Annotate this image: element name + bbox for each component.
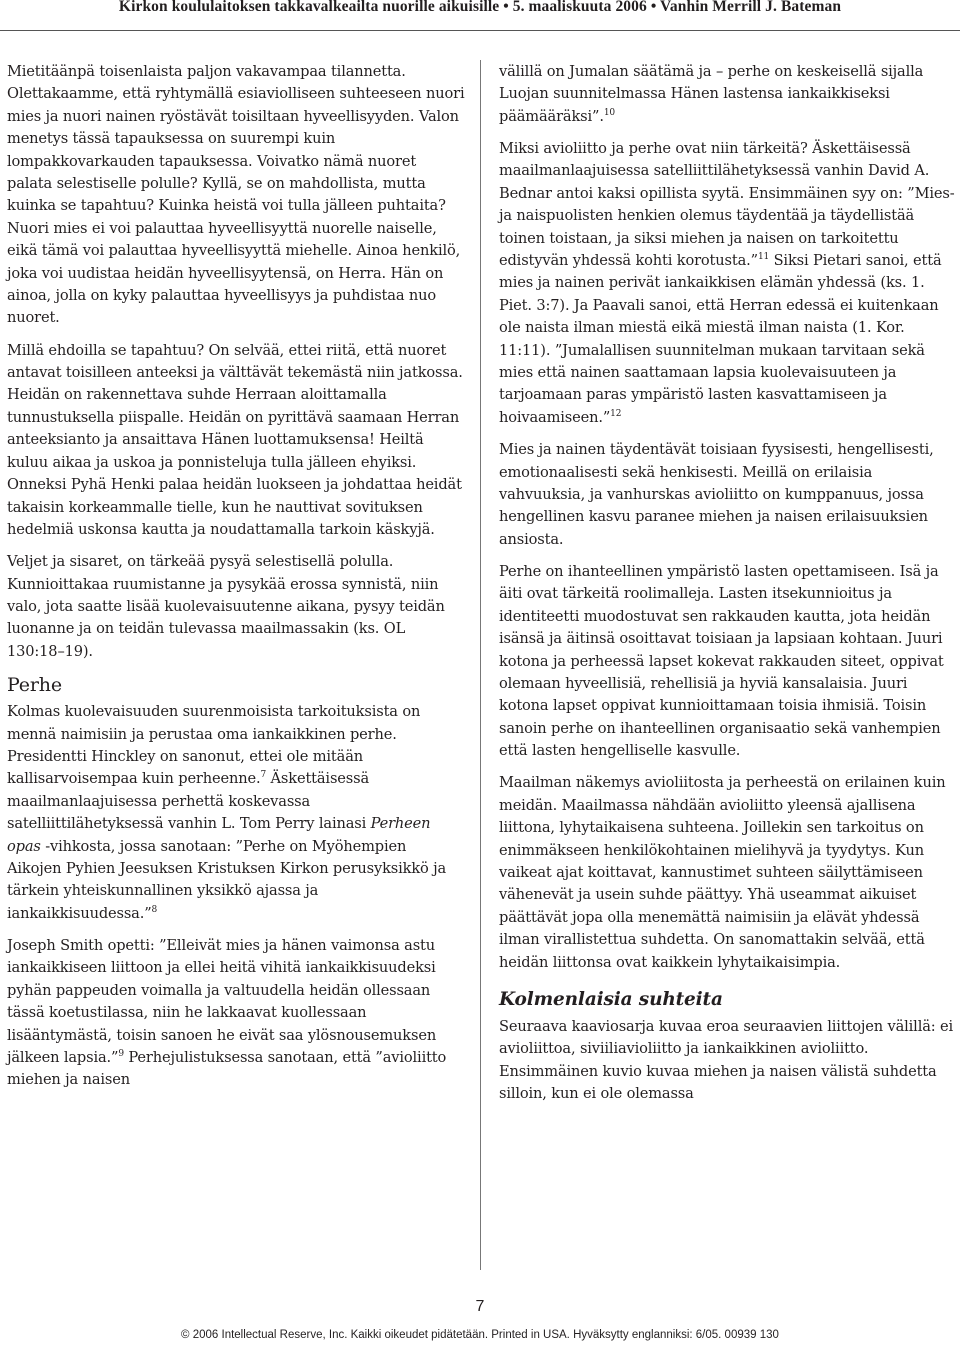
footnote-ref: 8 — [151, 904, 158, 915]
footnote-ref: 11 — [757, 252, 770, 263]
left-column — [7, 61, 465, 1102]
paragraph: Seuraava kaaviosarja kuvaa eroa seuraavien liittojen välillä: ei avioliittoa, siviiliavioliitto ja iankaikkinen avioliitto. Ensimmäinen kuvio kuvaa miehen ja naisen välistä suhdetta silloin, kun ei ole olemassa — [499, 1018, 954, 1103]
paragraph — [499, 138, 957, 429]
text-run: Äskettäisessä maailmanlaajuisessa perhettä koskevassa satelliittilähetyksessä vanhin L. Tom Perry lainasi — [7, 770, 371, 833]
text-run: Kolmas kuolevaisuuden suurenmoisista tarkoituksista on mennä naimisiin ja perustaa oma iankaikkinen perhe. Presidentti Hinckley on sanonut, ettei ole mitään kallisarvoisempaa kuin perheenne. — [7, 703, 421, 788]
page-number: 7 — [475, 1298, 485, 1315]
text-run: Perhejulistuksessa sanotaan, että ”avioliitto miehen ja naisen — [7, 1049, 447, 1089]
paragraph: Maailman näkemys avioliitosta ja perheestä on erilainen kuin meidän. Maailmassa nähdään avioliitto yleensä ajallisena liittona, lyhytaikaisena suhteena. Joillekin sen tarkoitus on enimmäkseen henkilökohtainen mielihyvä ja tyydytys. Kun vaikeat ajat koittavat, kannustimet suhteen säilyttämiseen vähenevät ja usein suhde päättyy. Yhä useammat aikuiset päättävät jopa olla menemättä naimisiin ja elävät yhdessä ilman virallistettua suhdetta. On sanomattakin selvää, että heidän liittonsa ovat kaikkein lyhytaikaisimpia. — [499, 774, 946, 971]
column-divider — [480, 60, 481, 1270]
paragraph: Millä ehdoilla se tapahtuu? On selvää, ettei riitä, että nuoret antavat toisilleen anteeksi ja välttävät tekemästä niin jatkossa. Heidän on rakennettava suhde Herraan aloittamalla tunnustuksella piispalle. Heidän on pyrittävä saamaan Herran anteeksianto ja ansaittava Hänen luottamuksensa! Heiltä kuluu aikaa ja uskoa ja ponnisteluja tulla jälleen ehyiksi. Onneksi Pyhä Henki palaa heidän luokseen ja johdattaa heidät takaisin korkeammalle tielle, kun he nauttivat sovituksen hedelmiä uskonsa kautta ja noudattamalla tarkoin käskyjä. — [7, 341, 463, 538]
paragraph: Veljet ja sisaret, on tärkeää pysyä selestisellä polulla. Kunnioittakaa ruumistanne ja pysykää erossa synnistä, niin valo, jota saatte lisää kuolevaisuutenne aikana, pysyy teidän luonanne ja on teidän tulevassa maailmassakin (ks. OL 130:18–19). — [7, 553, 445, 660]
footnote-ref: 7 — [260, 770, 267, 781]
section-heading-kolmenlaisia: Kolmenlaisia suhteita — [499, 989, 723, 1011]
book-title: Perheen opas — [7, 815, 431, 855]
paragraph: Mietitäänpä toisenlaista paljon vakavampaa tilannetta. Olettakaamme, että ryhtymällä esiaviolliseen suhteeseen nuori mies ja nuori nainen ryöstävät toisiltaan hyveellisyyden. Valon menetys tässä tapauksessa on suurempi kuin lompakkovarkauden tapauksessa. Voivatko nämä nuoret palata selestiselle polulle? Kyllä, se on mahdollista, mutta kuinka se tapahtuu? Kuinka heistä voi tulla jälleen puhtaita? Nuori mies ei voi palauttaa hyveellisyyttä nuorelle naiselle, eikä tämä voi palauttaa hyveellisyyttä miehelle. Ainoa henkilö, joka voi uudistaa heidän hyveellisyytensä, on Herra. Hän on ainoa, jolla on kyky palauttaa hyveellisyys ja puhdistaa nuo nuoret. — [7, 63, 465, 327]
text-run: välillä on Jumalan säätämä ja – perhe on keskeisellä sijalla Luojan suunnitelmassa Hänen lastensa iankaikkiseksi päämääräksi”. — [499, 63, 924, 125]
footnote-ref: 9 — [118, 1049, 124, 1060]
paragraph — [7, 935, 465, 1092]
text-run: -vihkosta, jossa sanotaan: ”Perhe on Myöhempien Aikojen Pyhien Jeesuksen Kristuksen Kirkon perusyksikkö ja tärkein yhteiskunnallinen yksikkö ajassa ja iankaikkisuudessa.” — [7, 837, 447, 922]
footnote-ref: 12 — [610, 408, 622, 419]
running-header: Kirkon koululaitoksen takkavalkeailta nuorille aikuisille • 5. maaliskuuta 2006 • Vanhin Merrill J. Bateman — [118, 0, 842, 15]
paragraph — [499, 61, 957, 128]
text-run: Joseph Smith opetti: ”Elleivät mies ja hänen vaimonsa astu iankaikkiseen liittoon ja ellei heitä vihitä iankaikkisuudeksi pyhän pappeuden voimalla ja valtuudella heidän ollessaan tässä koetustilassa, niin he lakkaavat kuollessaan lisääntymästä, toisin sanoen he eivät saa ylösnousemuksen jälkeen lapsia.” — [7, 937, 437, 1067]
text-run: Siksi Pietari sanoi, että mies ja nainen perivät iankaikkisen elämän yhdessä (ks. 1. Piet. 3:7). Ja Paavali sanoi, että Herran edessä ei kuitenkaan ole naista ilman miestä eikä miestä ilman naista (1. Kor. 11:11). ”Jumalallisen suunnitelman mukaan tarvitaan sekä mies että nainen saattamaan lapsia kuolevaisuuteen ja tarjoamaan paras ympäristö lasten kasvattamiseen ja hoivaamiseen.” — [499, 252, 942, 426]
text-run: Miksi avioliitto ja perhe ovat niin tärkeitä? Äskettäisessä maailmanlaajuisessa satelliittilähetyksessä vanhin David A. Bednar antoi kaksi opillista syytä. Ensimmäinen syy on: ”Mies- ja naispuolisten henkien olemus täydentää ja täydellistää toinen toistaan, ja siksi miehen ja naisen on tarkoitettu edistyvän yhdessä kohti korotusta.” — [499, 140, 955, 270]
footnote-ref: 10 — [603, 107, 615, 118]
paragraph: Perhe on ihanteellinen ympäristö lasten opettamiseen. Isä ja äiti ovat tärkeitä roolimalleja. Lasten itsekunnioitus ja identiteetti muodostuvat sen rakkauden kautta, jota heidän isänsä ja äitinsä osoittavat toisiaan ja lapsiaan kohtaan. Juuri kotona ja perheessä lapset kokevat rakkauden siteet, oppivat olemaan hyveellisiä, rehellisiä ja hyviä kansalaisia. Juuri kotona lapset oppivat kunnioittamaan toisia ihmisiä. Toisin sanoin perhe on ihanteellinen organisaatio sekä vanhempien että lasten hengelliselle kasvulle. — [499, 562, 944, 760]
header-rule — [0, 30, 960, 31]
section-heading-perhe: Perhe — [7, 674, 62, 697]
copyright-footer: © 2006 Intellectual Reserve, Inc. Kaikki oikeudet pidätetään. Printed in USA. Hyväksytty englanniksi: 6/05. 00939 130 — [181, 1329, 779, 1341]
right-column — [499, 61, 957, 1115]
paragraph — [7, 701, 465, 925]
paragraph: Mies ja nainen täydentävät toisiaan fyysisesti, hengellisesti, emotionaalisesti sekä henkisesti. Meillä on erilaisia vahvuuksia, ja vanhurskas avioliitto on kumppanuus, jossa hengellinen kasvu paranee miehen ja naisen erilaisuuksien ansiosta. — [499, 441, 934, 548]
